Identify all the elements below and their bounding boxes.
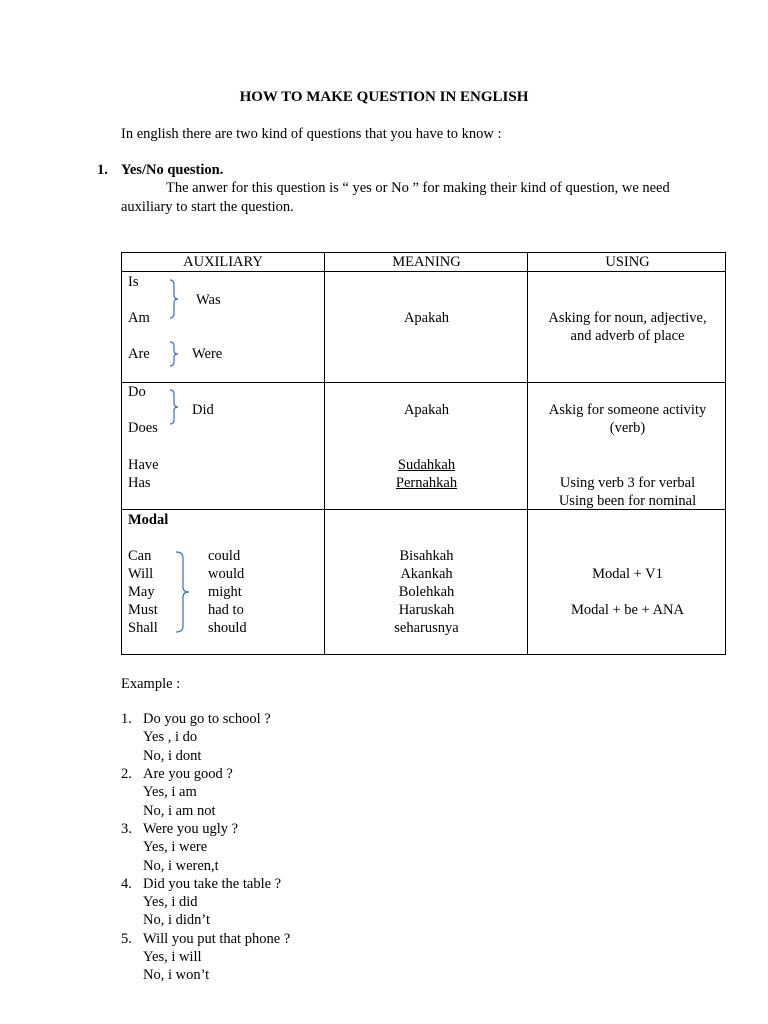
header-using: USING (605, 254, 650, 270)
example-yes: Yes , i do (143, 729, 198, 745)
meaning-seharusnya: seharusnya (394, 620, 459, 636)
example-question: Did you take the table ? (143, 876, 282, 892)
aux-have: Have (128, 457, 159, 473)
meaning-bolehkah: Bolehkah (398, 584, 455, 600)
section-body-line-1: The anwer for this question is “ yes or No ” for making their kind of question, we need (166, 180, 670, 196)
example-yes: Yes, i were (143, 839, 208, 855)
modal-can: Can (128, 548, 152, 564)
header-meaning: MEANING (392, 254, 461, 270)
meaning-apakah-1: Apakah (403, 310, 450, 326)
aux-are: Are (128, 346, 150, 362)
brace-icon (168, 279, 180, 319)
modal-should: should (208, 620, 247, 636)
modal-might: might (208, 584, 242, 600)
row-divider (122, 271, 725, 272)
modal-may: May (128, 584, 155, 600)
using-row2-line1: Askig for someone activity (548, 402, 707, 418)
modal-label: Modal (128, 512, 169, 528)
using-row1-line1: Asking for noun, adjective, (548, 310, 707, 326)
example-no: No, i didn’t (143, 912, 210, 928)
example-number: 1. (121, 711, 132, 727)
brace-icon (168, 341, 180, 367)
section-number: 1. (97, 162, 108, 178)
meaning-pernahkah (325, 474, 528, 492)
meaning-sudahkah (325, 456, 528, 474)
using-row1-line2: and adverb of place (570, 328, 685, 344)
meaning-sudahkah-text: Sudahkah (397, 457, 456, 473)
past-did: Did (192, 402, 214, 418)
section-body-line-2: auxiliary to start the question. (121, 199, 294, 215)
modal-would: would (208, 566, 245, 582)
using-modal-be: Modal + be + ANA (570, 602, 684, 618)
example-question: Were you ugly ? (143, 821, 239, 837)
example-number: 5. (121, 931, 132, 947)
example-number: 3. (121, 821, 132, 837)
example-no: No, i am not (143, 803, 216, 819)
using-row2-line3: Using verb 3 for verbal (559, 475, 696, 491)
intro-text: In english there are two kind of questions that you have to know : (121, 126, 502, 142)
modal-shall: Shall (128, 620, 158, 636)
example-question: Are you good ? (143, 766, 233, 782)
modal-must: Must (128, 602, 158, 618)
header-auxiliary: AUXILIARY (183, 254, 263, 270)
example-number: 4. (121, 876, 132, 892)
example-question: Will you put that phone ? (143, 931, 291, 947)
example-yes: Yes, i am (143, 784, 197, 800)
aux-do: Do (128, 384, 146, 400)
using-modal-v1: Modal + V1 (592, 566, 663, 582)
aux-does: Does (128, 420, 158, 436)
example-label: Example : (121, 676, 181, 692)
example-yes: Yes, i will (143, 949, 202, 965)
aux-am: Am (128, 310, 150, 326)
brace-icon (175, 550, 191, 634)
brace-icon (168, 389, 180, 425)
meaning-apakah-2: Apakah (403, 402, 450, 418)
aux-has: Has (128, 475, 151, 491)
example-number: 2. (121, 766, 132, 782)
auxiliary-table (121, 252, 726, 655)
example-no: No, i dont (143, 748, 202, 764)
document-title: HOW TO MAKE QUESTION IN ENGLISH (239, 89, 529, 105)
aux-is: Is (128, 274, 139, 290)
modal-will: Will (128, 566, 154, 582)
past-was: Was (196, 292, 221, 308)
past-were: Were (192, 346, 223, 362)
example-no: No, i won’t (143, 967, 210, 983)
example-yes: Yes, i did (143, 894, 198, 910)
example-question: Do you go to school ? (143, 711, 271, 727)
modal-could: could (208, 548, 241, 564)
meaning-haruskah: Haruskah (398, 602, 455, 618)
section-title: Yes/No question. (121, 162, 224, 178)
using-row2-line4: Using been for nominal (558, 493, 697, 509)
meaning-pernahkah-text: Pernahkah (395, 475, 458, 491)
row-divider (122, 382, 725, 383)
modal-had-to: had to (208, 602, 244, 618)
meaning-bisahkah: Bisahkah (399, 548, 454, 564)
example-no: No, i weren,t (143, 858, 219, 874)
using-row2-line2: (verb) (609, 420, 646, 436)
meaning-akankah: Akankah (400, 566, 453, 582)
